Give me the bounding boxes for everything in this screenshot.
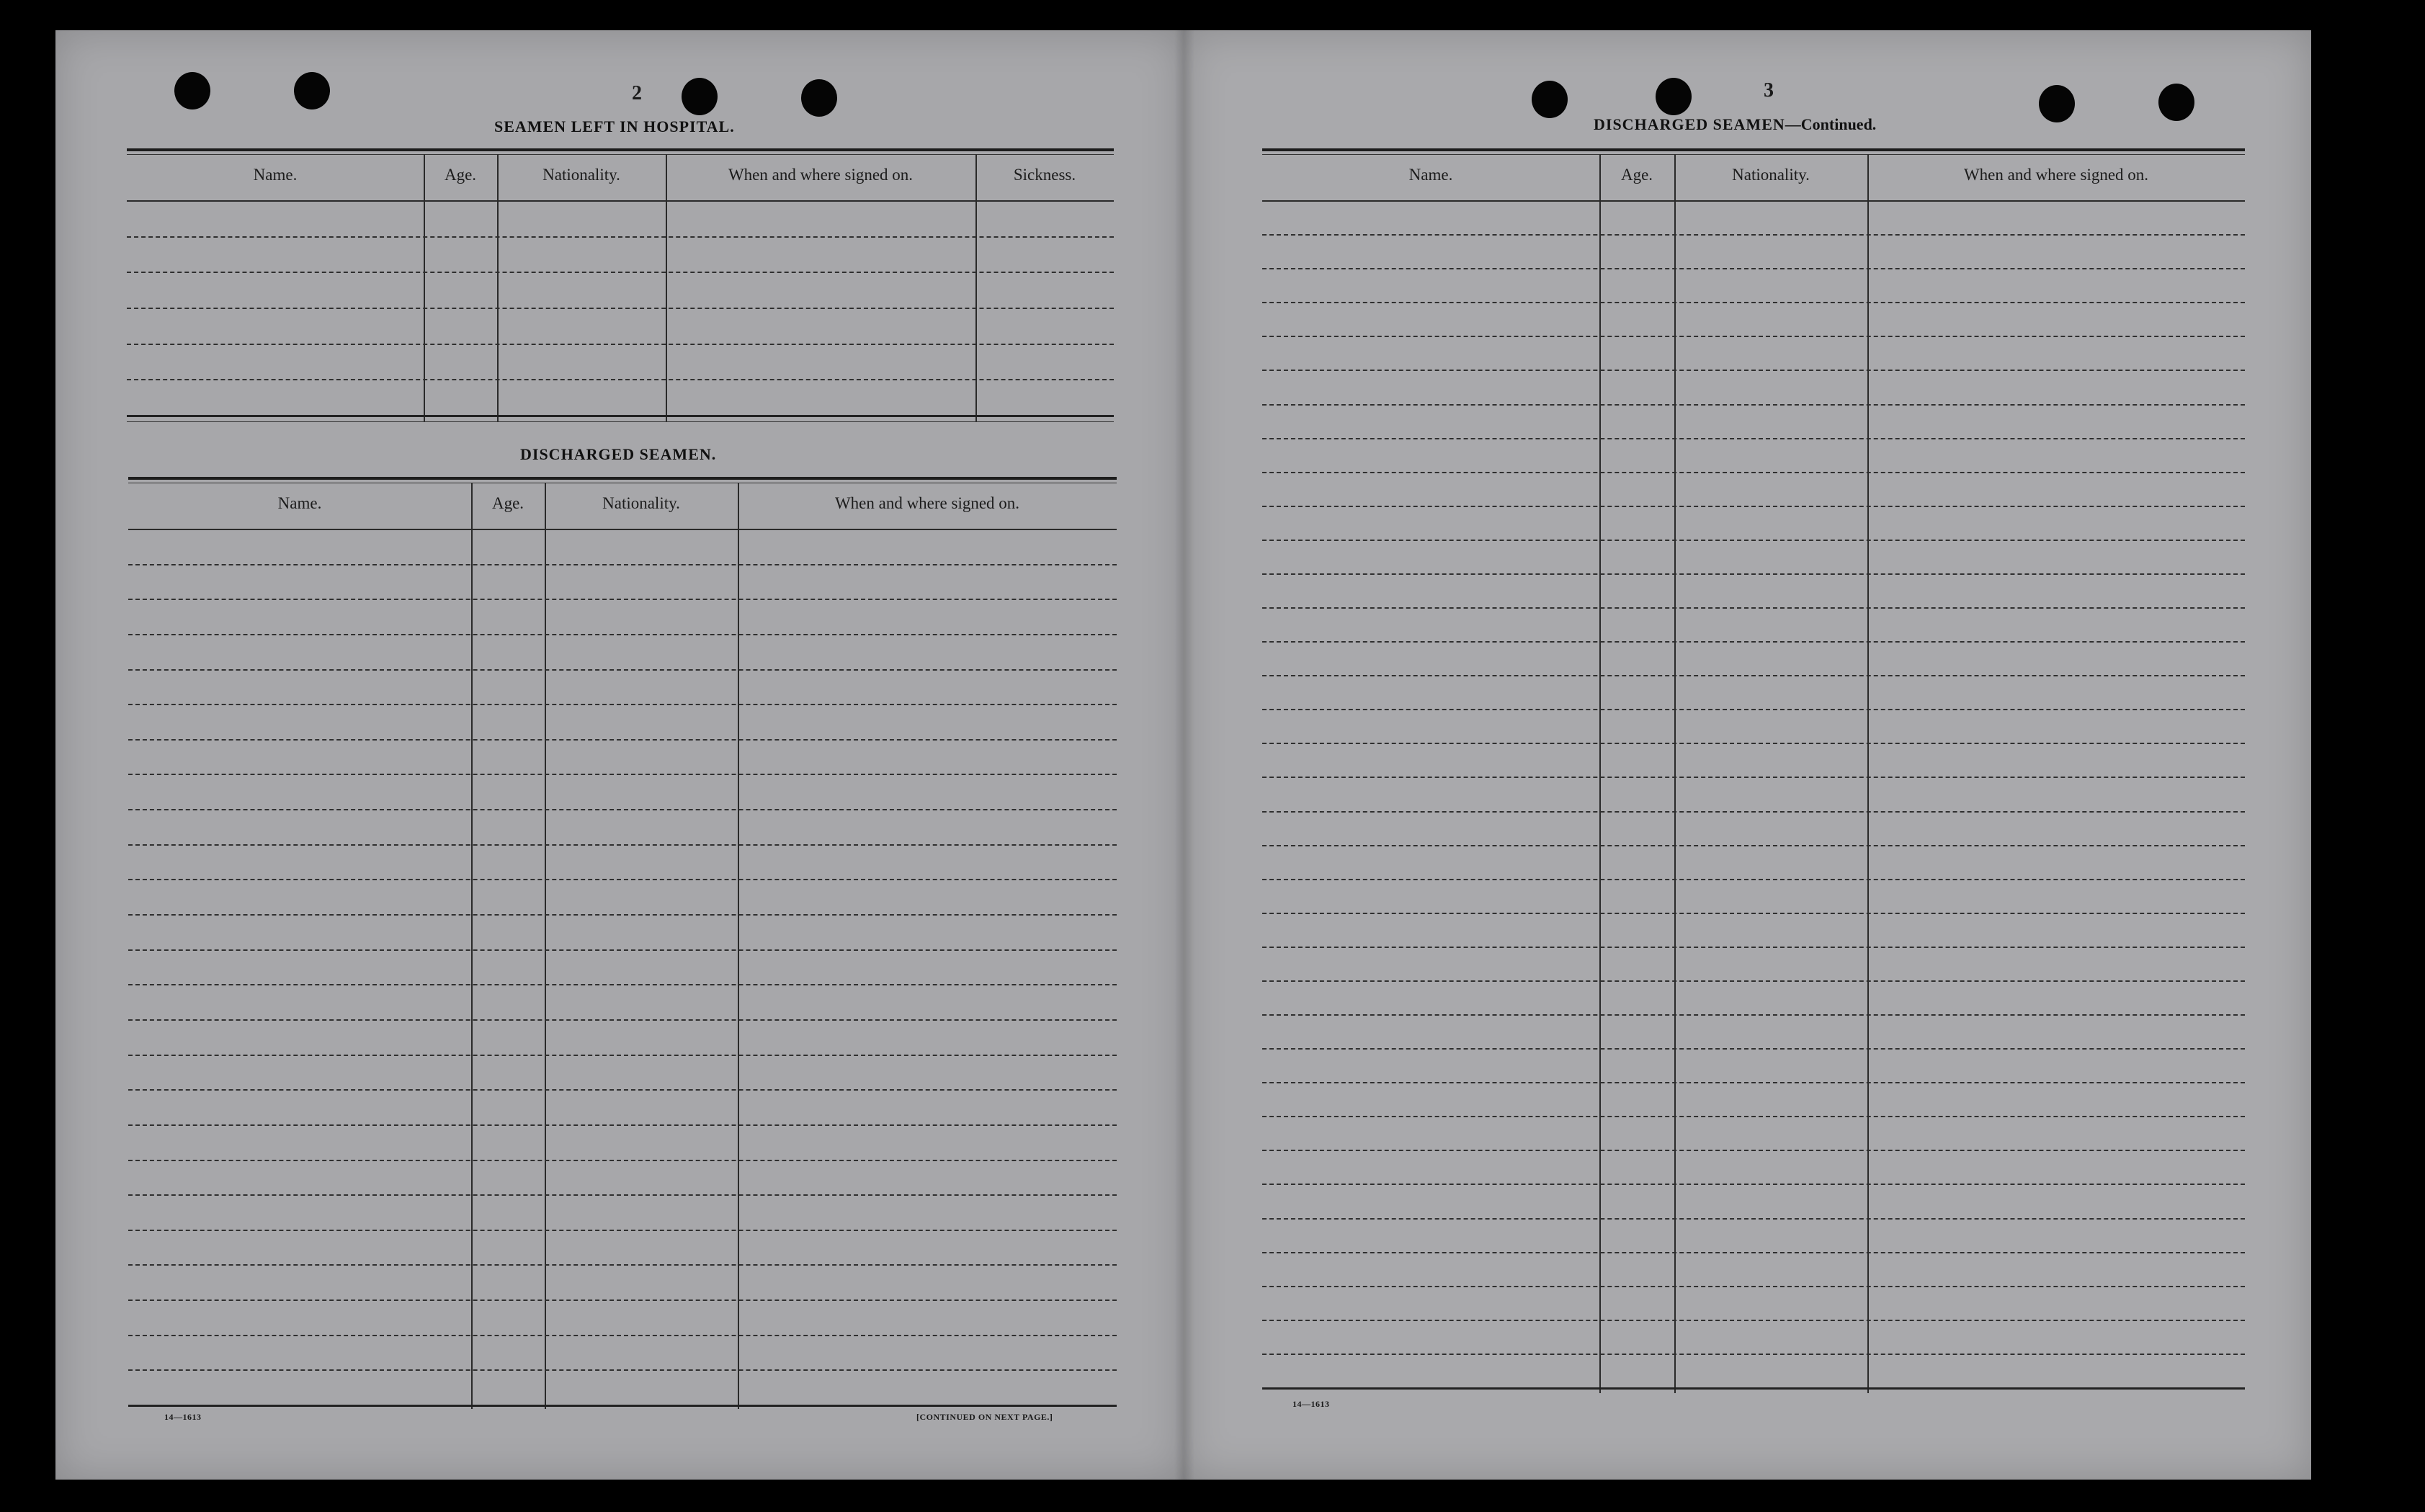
- column-divider: [497, 154, 499, 422]
- table-row: [1262, 607, 2245, 609]
- table-top-rule: [127, 148, 1114, 151]
- column-divider: [471, 483, 473, 1409]
- table-row: [128, 599, 1117, 600]
- table-row: [1262, 913, 2245, 914]
- column-header-sickness: Sickness.: [1013, 166, 1076, 184]
- hospital-section-title: SEAMEN LEFT IN HOSPITAL.: [494, 117, 735, 135]
- table-row: [128, 704, 1117, 705]
- table-row: [1262, 268, 2245, 269]
- table-row: [1262, 370, 2245, 371]
- column-header-name: Name.: [277, 494, 322, 512]
- punch-hole: [801, 79, 837, 117]
- table-row: [128, 1230, 1117, 1231]
- table-row: [128, 739, 1117, 741]
- column-header-signed-on: When and where signed on.: [1963, 166, 2149, 184]
- column-divider: [424, 154, 425, 422]
- table-row: [1262, 641, 2245, 643]
- table-top-rule: [128, 477, 1117, 480]
- table-row: [127, 236, 1114, 238]
- table-row: [1262, 1150, 2245, 1151]
- discharged-table: [128, 477, 1117, 1410]
- page-number: 3: [1764, 79, 1774, 102]
- column-header-signed-on: When and where signed on.: [728, 166, 914, 184]
- table-bottom-rule: [128, 1405, 1117, 1407]
- table-row: [128, 1124, 1117, 1126]
- column-divider: [1867, 154, 1869, 1393]
- table-row: [128, 949, 1117, 951]
- punch-hole: [1656, 78, 1692, 115]
- column-header-age: Age.: [1620, 166, 1653, 184]
- table-row: [128, 1194, 1117, 1196]
- column-divider: [666, 154, 667, 422]
- table-row: [128, 669, 1117, 671]
- table-row: [1262, 1048, 2245, 1050]
- table-row: [1262, 404, 2245, 406]
- table-row: [1262, 845, 2245, 846]
- table-row: [128, 1369, 1117, 1371]
- table-row: [128, 984, 1117, 985]
- table-top-rule: [127, 154, 1114, 155]
- table-row: [1262, 1218, 2245, 1220]
- table-row: [1262, 302, 2245, 303]
- table-row: [128, 1299, 1117, 1301]
- header-divider: [128, 529, 1117, 530]
- table-row: [128, 1264, 1117, 1266]
- punch-hole: [1532, 81, 1568, 118]
- table-row: [128, 564, 1117, 565]
- table-row: [1262, 540, 2245, 541]
- table-row: [1262, 743, 2245, 744]
- punch-hole: [174, 72, 210, 109]
- discharged-section-title: DISCHARGED SEAMEN.: [520, 445, 717, 463]
- table-row: [127, 308, 1114, 309]
- form-number: 14—1613: [1292, 1399, 1330, 1409]
- table-bottom-rule: [127, 415, 1114, 417]
- table-row: [1262, 1320, 2245, 1321]
- table-row: [128, 914, 1117, 916]
- column-divider: [738, 483, 739, 1409]
- column-divider: [545, 483, 546, 1409]
- column-divider: [1599, 154, 1601, 1393]
- table-row: [1262, 1184, 2245, 1185]
- page-number: 2: [632, 82, 642, 104]
- table-row: [1262, 1116, 2245, 1117]
- column-divider: [1674, 154, 1676, 1393]
- table-row: [128, 1160, 1117, 1161]
- table-row: [128, 1019, 1117, 1021]
- discharged-continued-title-main: DISCHARGED SEAMEN: [1594, 115, 1785, 133]
- table-row: [128, 1335, 1117, 1336]
- table-top-rule: [1262, 148, 2245, 151]
- table-row: [128, 844, 1117, 846]
- table-bottom-rule: [1262, 1387, 2245, 1390]
- column-header-age: Age.: [491, 494, 524, 512]
- table-row: [1262, 811, 2245, 813]
- column-header-name: Name.: [1408, 166, 1453, 184]
- table-row: [1262, 573, 2245, 575]
- table-row: [1262, 980, 2245, 982]
- table-row: [127, 344, 1114, 345]
- table-row: [1262, 709, 2245, 710]
- punch-hole: [294, 72, 330, 109]
- table-row: [128, 1089, 1117, 1091]
- table-row: [1262, 234, 2245, 236]
- column-header-nationality: Nationality.: [542, 166, 620, 184]
- discharged-continued-title: [1594, 115, 1876, 134]
- table-row: [1262, 506, 2245, 507]
- table-row: [127, 379, 1114, 380]
- punch-hole: [682, 78, 718, 115]
- table-top-rule: [1262, 154, 2245, 155]
- table-row: [1262, 336, 2245, 337]
- table-row: [1262, 1286, 2245, 1287]
- table-row: [1262, 472, 2245, 473]
- form-number: 14—1613: [164, 1412, 202, 1422]
- table-row: [128, 1055, 1117, 1056]
- continued-note: [CONTINUED ON NEXT PAGE.]: [916, 1412, 1053, 1422]
- table-row: [128, 809, 1117, 810]
- continued-suffix: —Continued.: [1785, 115, 1877, 133]
- hospital-table: [127, 148, 1114, 424]
- table-row: [1262, 1354, 2245, 1355]
- table-row: [128, 879, 1117, 880]
- column-header-nationality: Nationality.: [1732, 166, 1810, 184]
- header-divider: [127, 200, 1114, 202]
- table-row: [1262, 675, 2245, 676]
- column-header-signed-on: When and where signed on.: [834, 494, 1020, 512]
- column-header-nationality: Nationality.: [602, 494, 680, 512]
- table-row: [1262, 777, 2245, 778]
- column-header-age: Age.: [444, 166, 477, 184]
- discharged-continued-table: [1262, 148, 2245, 1395]
- table-row: [1262, 438, 2245, 439]
- table-row: [128, 634, 1117, 635]
- punch-hole: [2158, 84, 2194, 121]
- page-gutter: [1174, 30, 1194, 1480]
- table-row: [1262, 1252, 2245, 1253]
- table-row: [1262, 947, 2245, 948]
- punch-hole: [2039, 85, 2075, 122]
- table-row: [1262, 1082, 2245, 1083]
- table-bottom-rule: [127, 421, 1114, 422]
- table-row: [128, 774, 1117, 775]
- table-row: [1262, 1014, 2245, 1016]
- table-row: [1262, 879, 2245, 880]
- table-row: [127, 272, 1114, 273]
- header-divider: [1262, 200, 2245, 202]
- column-header-name: Name.: [253, 166, 298, 184]
- column-divider: [975, 154, 977, 422]
